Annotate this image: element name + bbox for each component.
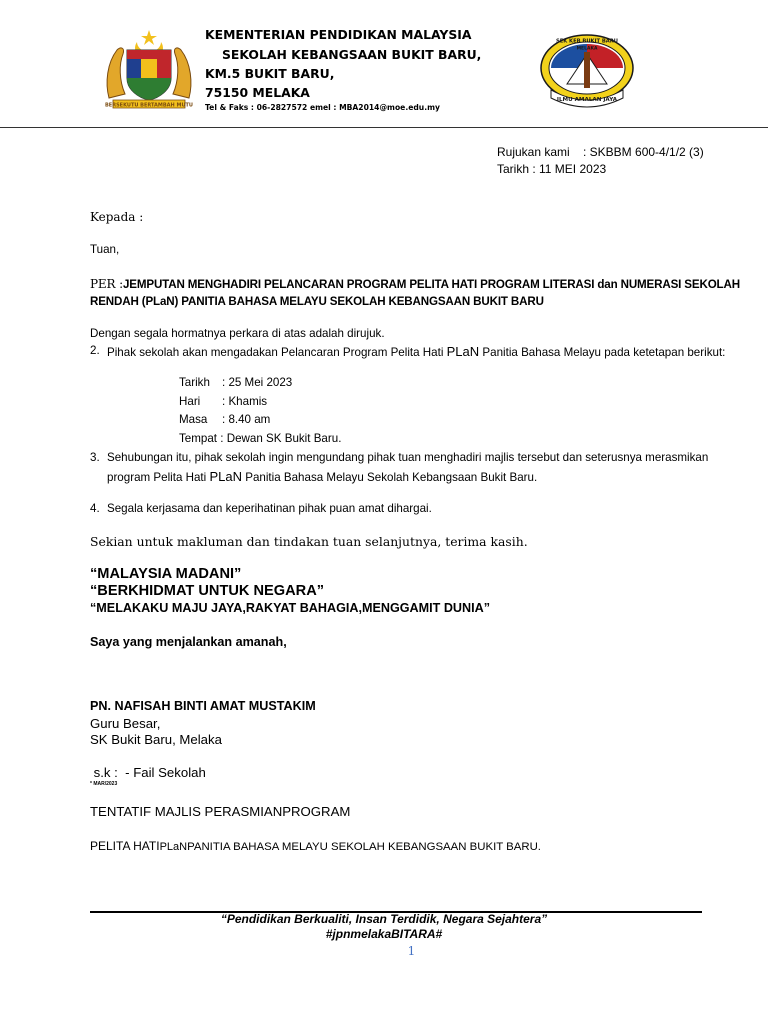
paragraph-3-text-a: program Pelita Hati bbox=[107, 471, 210, 484]
school-address-line2: 75150 MELAKA bbox=[205, 85, 310, 100]
salutation-text: Tuan, bbox=[90, 243, 120, 256]
signatory-title: Guru Besar, bbox=[90, 716, 161, 731]
paragraph-3-line-2 bbox=[107, 469, 537, 484]
plan-acronym: PLaN bbox=[446, 344, 480, 359]
reference-number: : SKBBM 600-4/1/2 (3) bbox=[583, 145, 704, 159]
crest-ribbon-text: BERSEKUTU BERTAMBAH MUTU bbox=[105, 102, 193, 109]
footer-tagline: “Pendidikan Berkualiti, Insan Terdidik, Negara Sejahtera” bbox=[220, 912, 548, 926]
plan-acronym-2: PLaN bbox=[209, 469, 242, 484]
subject-line-2: RENDAH (PLaN) PANITIA BAHASA MELAYU SEKOLAH KEBANGSAAN BUKIT BARU bbox=[90, 295, 544, 308]
paragraph-4: Segala kerjasama dan keperihatinan pihak puan amat dihargai. bbox=[107, 502, 432, 515]
logo-top-text: SEK KEB BUKIT BARU bbox=[555, 38, 619, 45]
signatory-name: PN. NAFISAH BINTI AMAT MUSTAKIM bbox=[90, 699, 316, 713]
paragraph-1: Dengan segala hormatnya perkara di atas adalah dirujuk. bbox=[90, 327, 385, 340]
paragraph-2-text-b: Panitia Bahasa Melayu pada ketetapan berikut: bbox=[479, 346, 726, 359]
paragraph-2-text-a: Pihak sekolah akan mengadakan Pelancaran Program Pelita Hati bbox=[107, 346, 447, 359]
logo-bottom-text: ILMU AMALAN JAYA bbox=[556, 97, 618, 103]
trust-line: Saya yang menjalankan amanah, bbox=[90, 635, 287, 649]
subject-text-1: JEMPUTAN MENGHADIRI PELANCARAN PROGRAM PELITA HATI PROGRAM LITERASI dan NUMERASI SEKOLAH bbox=[122, 278, 740, 291]
malaysia-coat-of-arms-logo bbox=[103, 28, 195, 110]
paragraph-3-text-b: Panitia Bahasa Melayu Sekolah Kebangsaan Bukit Baru. bbox=[241, 471, 538, 484]
header-divider bbox=[0, 127, 768, 128]
paragraph-2 bbox=[107, 344, 725, 359]
logo-sub-text: MELAKA bbox=[576, 46, 598, 52]
page-number: 1 bbox=[407, 944, 416, 958]
detail-value-date: : 25 Mei 2023 bbox=[222, 376, 293, 389]
detail-label-time: Masa bbox=[179, 413, 208, 426]
school-address-line1: KM.5 BUKIT BARU, bbox=[205, 66, 335, 81]
addressee-label: Kepada : bbox=[90, 210, 144, 224]
tentative-program-line bbox=[90, 839, 541, 853]
closing-line: Sekian untuk makluman dan tindakan tuan selanjutnya, terima kasih. bbox=[90, 534, 528, 549]
paragraph-3-line-1: Sehubungan itu, pihak sekolah ingin mengundang pihak tuan menghadiri majlis tersebut dan seterusnya merasmikan bbox=[107, 451, 709, 464]
reference-label: Rujukan kami bbox=[497, 145, 570, 159]
detail-value-day: : Khamis bbox=[222, 395, 268, 408]
motto-1: “MALAYSIA MADANI” bbox=[90, 566, 242, 582]
school-contact: Tel & Faks : 06-2827572 emel : MBA2014@moe.edu.my bbox=[205, 103, 440, 112]
school-name: SEKOLAH KEBANGSAAN BUKIT BARU, bbox=[222, 47, 482, 62]
subject-prefix: PER : bbox=[90, 277, 123, 291]
subject-line-1 bbox=[90, 277, 740, 291]
copy-to-note: * MAR/2023 bbox=[90, 781, 118, 787]
ministry-name: KEMENTERIAN PENDIDIKAN MALAYSIA bbox=[205, 27, 472, 42]
paragraph-2-number: 2. bbox=[90, 344, 100, 357]
detail-venue bbox=[179, 432, 341, 445]
tentative-text-b: PANITIA BAHASA MELAYU SEKOLAH KEBANGSAAN BUKIT BARU. bbox=[187, 841, 541, 853]
signatory-organization: SK Bukit Baru, Melaka bbox=[90, 732, 222, 747]
detail-label-date: Tarikh bbox=[179, 376, 210, 389]
detail-label-day: Hari bbox=[179, 395, 201, 408]
motto-2: “BERKHIDMAT UNTUK NEGARA” bbox=[90, 583, 325, 599]
letter-date: Tarikh : 11 MEI 2023 bbox=[497, 162, 607, 176]
school-logo bbox=[537, 32, 637, 108]
detail-value-time: : 8.40 am bbox=[222, 413, 271, 426]
paragraph-4-number: 4. bbox=[90, 502, 100, 515]
tentative-text-a: PELITA HATI bbox=[90, 839, 160, 853]
footer-hashtag: #jpnmelakaBITARA# bbox=[325, 927, 443, 941]
paragraph-3-number: 3. bbox=[90, 451, 100, 464]
detail-label-venue: Tempat bbox=[179, 432, 218, 445]
motto-3: “MELAKAKU MAJU JAYA,RAKYAT BAHAGIA,MENGGAMIT DUNIA” bbox=[90, 601, 490, 615]
tentative-plan: PLaN bbox=[159, 841, 188, 853]
detail-value-venue: : Dewan SK Bukit Baru. bbox=[220, 432, 342, 445]
copy-to: s.k : - Fail Sekolah bbox=[90, 765, 206, 780]
tentative-heading: TENTATIF MAJLIS PERASMIANPROGRAM bbox=[90, 804, 351, 819]
